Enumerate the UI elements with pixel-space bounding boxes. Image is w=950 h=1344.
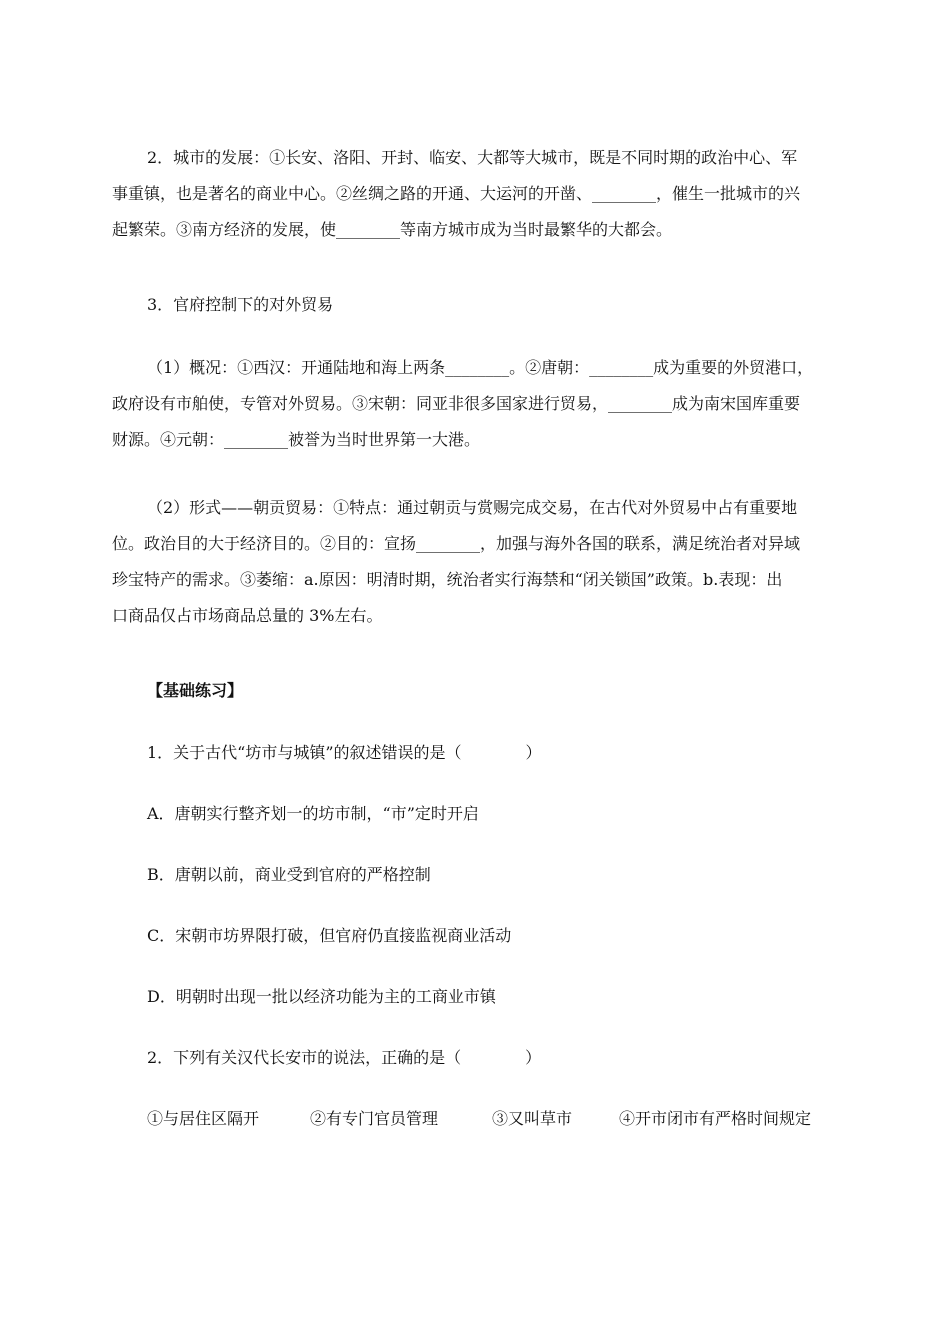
question-1: 1．关于古代“坊市与城镇”的叙述错误的是（ ） [147, 743, 542, 762]
question-1-option-d: D．明朝时出现一批以经济功能为主的工商业市镇 [147, 987, 496, 1006]
city-development-paragraph [112, 140, 840, 248]
question-1-option-c: C．宋朝市坊界限打破，但官府仍直接监视商业活动 [147, 926, 512, 945]
question-2-statements [147, 1101, 847, 1137]
paragraph-line: （2）形式——朝贡贸易：①特点：通过朝贡与赏赐完成交易，在古代对外贸易中占有重要地 [147, 498, 798, 517]
tribute-trade-paragraph [112, 490, 840, 634]
statement-3: ③又叫草市 [492, 1109, 573, 1128]
paragraph-line: （1）概况：①西汉：开通陆地和海上两条________。②唐朝：________成为重要的外贸港口， [147, 358, 814, 377]
statement-1: ①与居住区隔开 [147, 1109, 260, 1128]
trade-heading: 3．官府控制下的对外贸易 [147, 295, 334, 314]
question-1-option-a: A．唐朝实行整齐划一的坊市制，“市”定时开启 [147, 804, 479, 823]
exercise-title: 【基础练习】 [147, 681, 244, 700]
paragraph-line: 政府设有市舶使，专管对外贸易。③宋朝：同亚非很多国家进行贸易，________成为南宋国库重要 [112, 394, 801, 413]
statement-4: ④开市闭市有严格时间规定 [619, 1109, 812, 1128]
paragraph-line: 位。政治目的大于经济目的。②目的：宣扬________，加强与海外各国的联系，满足统治者对异域 [112, 534, 801, 553]
trade-overview-paragraph [112, 350, 840, 458]
question-2: 2．下列有关汉代长安市的说法，正确的是（ ） [147, 1048, 542, 1067]
paragraph-line: 财源。④元朝：________被誉为当时世界第一大港。 [112, 430, 481, 449]
paragraph-line: 事重镇，也是著名的商业中心。②丝绸之路的开通、大运河的开凿、________，催生一批城市的兴 [112, 184, 801, 203]
paragraph-line: 口商品仅占市场商品总量的 3%左右。 [112, 606, 383, 625]
question-1-option-b: B．唐朝以前，商业受到官府的严格控制 [147, 865, 431, 884]
paragraph-line: 起繁荣。③南方经济的发展，使________等南方城市成为当时最繁华的大都会。 [112, 220, 673, 239]
statement-2: ②有专门官员管理 [310, 1109, 439, 1128]
paragraph-line: 2．城市的发展：①长安、洛阳、开封、临安、大都等大城市，既是不同时期的政治中心、军 [147, 148, 798, 167]
paragraph-line: 珍宝特产的需求。③萎缩：a.原因：明清时期，统治者实行海禁和“闭关锁国”政策。b.表现：出 [112, 570, 783, 589]
